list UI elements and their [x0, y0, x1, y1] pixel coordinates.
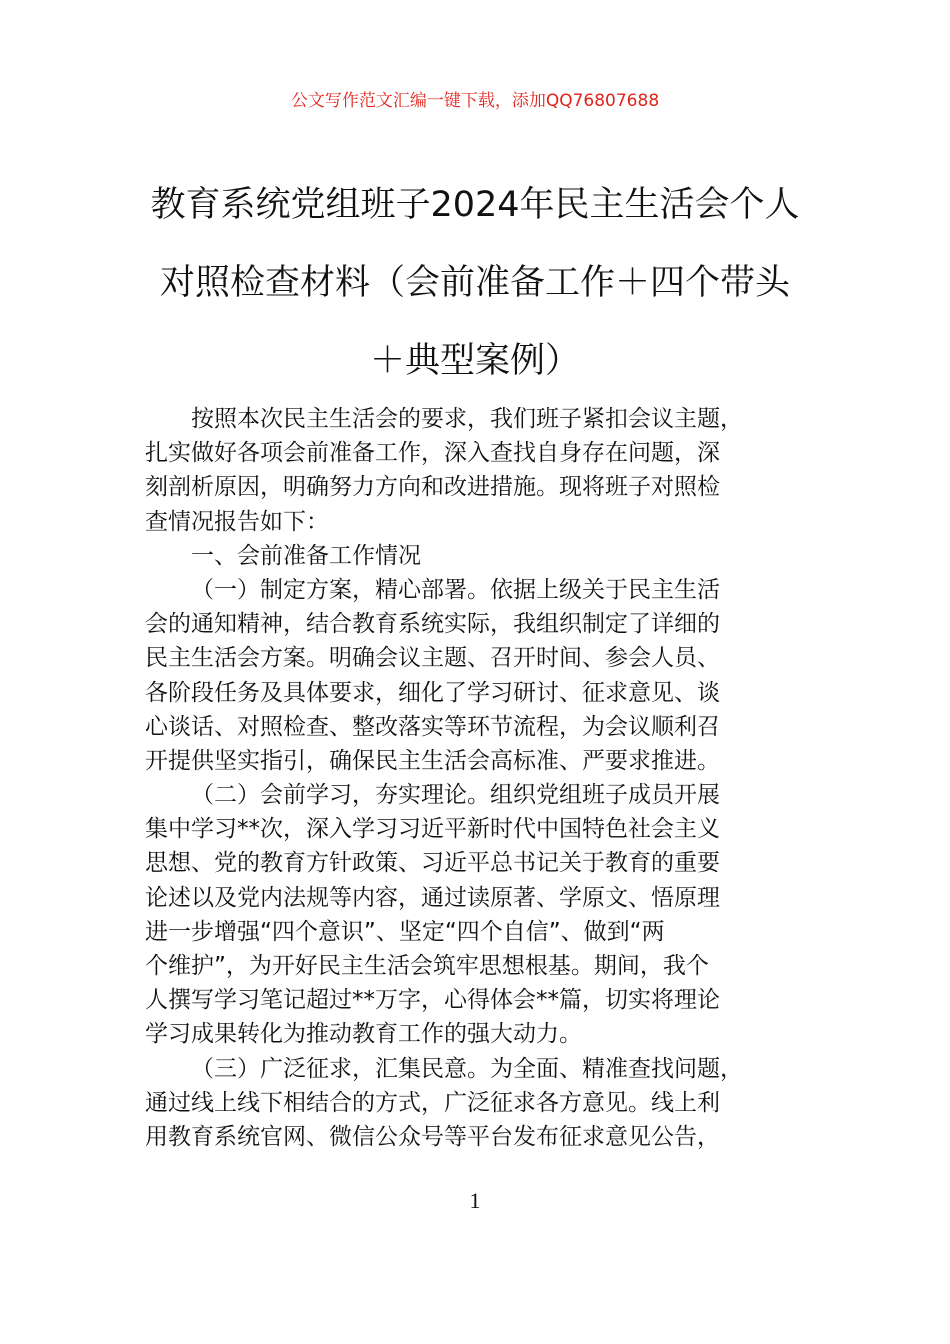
body-line: 学习成果转化为推动教育工作的强大动力。 [145, 1021, 582, 1048]
body-line: 按照本次民主生活会的要求，我们班子紧扣会议主题， [191, 406, 743, 432]
body-line: 扎实做好各项会前准备工作，深入查找自身存在问题，深 [145, 440, 720, 467]
body-line: 心谈话、对照检查、整改落实等环节流程，为会议顺利召 [145, 713, 720, 740]
body-line: （三）广泛征求，汇集民意。为全面、精准查找问题， [191, 1055, 743, 1082]
title-line: 教育系统党组班子2024年民主生活会个人 [150, 185, 800, 225]
body-line: 进一步增强“四个意识”、坚定“四个自信”、做到“两 [145, 918, 665, 945]
body-line: 通过线上线下相结合的方式，广泛征求各方意见。线上利 [145, 1089, 720, 1116]
body-line: 民主生活会方案。明确会议主题、召开时间、参会人员、 [145, 645, 720, 672]
body-line: 个维护”，为开好民主生活会筑牢思想根基。期间，我个 [145, 953, 709, 979]
title-line: ＋典型案例） [369, 341, 580, 381]
body-line: （二）会前学习，夯实理论。组织党组班子成员开展 [191, 782, 720, 809]
body-line: 会的通知精神，结合教育系统实际，我组织制定了详细的 [145, 611, 720, 638]
body-line: （一）制定方案，精心部署。依据上级关于民主生活 [191, 576, 720, 603]
body-line: 刻剖析原因，明确努力方向和改进措施。现将班子对照检 [145, 474, 720, 501]
document-title [110, 166, 840, 400]
page-number: 1 [469, 1188, 481, 1213]
body-line: 集中学习**次，深入学习习近平新时代中国特色社会主义 [145, 816, 720, 843]
body-line: 论述以及党内法规等内容，通过读原著、学原文、悟原理 [145, 884, 720, 911]
header-note: 公文写作范文汇编一键下载，添加QQ76807688 [290, 91, 660, 111]
body-line: 各阶段任务及具体要求，细化了学习研讨、征求意见、谈 [145, 679, 720, 706]
section-heading: 一、会前准备工作情况 [191, 542, 421, 569]
body-line: 人撰写学习笔记超过**万字，心得体会**篇，切实将理论 [145, 987, 720, 1014]
body-line: 开提供坚实指引，确保民主生活会高标准、严要求推进。 [145, 747, 720, 774]
body-line: 用教育系统官网、微信公众号等平台发布征求意见公告， [145, 1123, 720, 1150]
body-line: 查情况报告如下： [145, 508, 329, 535]
document-body [145, 402, 829, 1154]
title-line: 对照检查材料（会前准备工作＋四个带头 [159, 263, 790, 303]
body-line: 思想、党的教育方针政策、习近平总书记关于教育的重要 [145, 850, 720, 877]
